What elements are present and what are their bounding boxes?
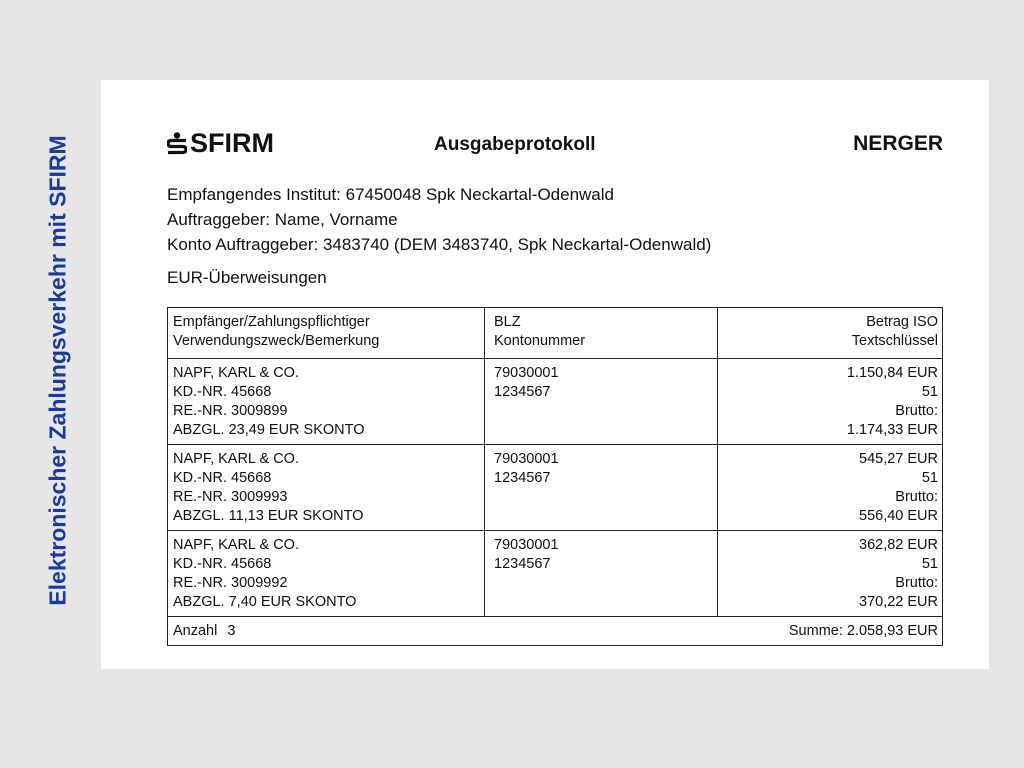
gross-label: Brutto: — [895, 575, 938, 591]
total-sum: Summe: 2.058,93 EUR — [788, 623, 938, 639]
amount: 362,82 EUR — [859, 537, 938, 553]
recipient-name: NAPF, KARL & CO. — [173, 451, 299, 467]
sfirm-logo — [167, 128, 274, 159]
document-sheet — [101, 80, 989, 669]
gross-label: Brutto: — [895, 403, 938, 419]
gross-amount: 370,22 EUR — [859, 594, 938, 610]
recipient-cell — [168, 359, 485, 444]
amount-cell — [718, 359, 942, 444]
discount-note: ABZGL. 11,13 EUR SKONTO — [173, 508, 364, 524]
table-row — [168, 531, 942, 617]
amount: 545,27 EUR — [859, 451, 938, 467]
header-label: Betrag ISO — [866, 314, 938, 330]
document-title: Ausgabeprotokoll — [434, 134, 596, 155]
bank-cell — [485, 445, 718, 530]
amount-cell — [718, 445, 942, 530]
customer-number: KD.-NR. 45668 — [173, 384, 272, 400]
invoice-number: RE.-NR. 3009899 — [173, 403, 288, 419]
receiving-institution: Empfangendes Institut: 67450048 Spk Neckartal-Odenwald — [167, 185, 614, 204]
recipient-cell — [168, 445, 485, 530]
text-key: 51 — [921, 556, 938, 572]
customer-number: KD.-NR. 45668 — [173, 556, 272, 572]
header-label: Textschlüssel — [851, 333, 938, 349]
section-title: EUR-Überweisungen — [167, 268, 327, 287]
document-header — [167, 128, 943, 162]
user-name: NERGER — [853, 132, 943, 155]
account-number: 1234567 — [494, 556, 551, 572]
table-header-row — [168, 308, 942, 359]
text-key: 51 — [921, 384, 938, 400]
blz: 79030001 — [494, 451, 559, 467]
header-amount — [718, 308, 942, 358]
side-title: Elektronischer Zahlungsverkehr mit SFIRM — [44, 134, 71, 606]
invoice-number: RE.-NR. 3009992 — [173, 575, 288, 591]
recipient-cell — [168, 531, 485, 616]
blz: 79030001 — [494, 365, 559, 381]
header-recipient — [168, 308, 485, 358]
count-label: Anzahl — [173, 623, 218, 639]
blz: 79030001 — [494, 537, 559, 553]
header-label: BLZ — [494, 314, 521, 330]
recipient-name: NAPF, KARL & CO. — [173, 365, 299, 381]
principal-account: Konto Auftraggeber: 3483740 (DEM 3483740, Spk Neckartal-Odenwald) — [167, 235, 712, 254]
side-title-container — [8, 80, 108, 660]
account-number: 1234567 — [494, 384, 551, 400]
table-row — [168, 359, 942, 445]
text-key: 51 — [921, 470, 938, 486]
customer-number: KD.-NR. 45668 — [173, 470, 272, 486]
header-label: Empfänger/Zahlungspflichtiger — [173, 314, 370, 330]
gross-amount: 556,40 EUR — [859, 508, 938, 524]
account-number: 1234567 — [494, 470, 551, 486]
table-row — [168, 445, 942, 531]
header-label: Verwendungszweck/Bemerkung — [173, 333, 380, 349]
sparkasse-s-icon — [167, 132, 187, 156]
amount: 1.150,84 EUR — [846, 365, 938, 381]
info-block — [167, 182, 711, 257]
count-value: 3 — [227, 623, 236, 639]
recipient-name: NAPF, KARL & CO. — [173, 537, 299, 553]
header-label: Kontonummer — [494, 333, 586, 349]
discount-note: ABZGL. 23,49 EUR SKONTO — [173, 422, 365, 438]
discount-note: ABZGL. 7,40 EUR SKONTO — [173, 594, 357, 610]
gross-label: Brutto: — [895, 489, 938, 505]
amount-cell — [718, 531, 942, 616]
principal-name: Auftraggeber: Name, Vorname — [167, 210, 398, 229]
bank-cell — [485, 359, 718, 444]
table-footer-row — [168, 617, 942, 645]
header-bank — [485, 308, 718, 358]
logo-text: SFIRM — [190, 128, 274, 158]
invoice-number: RE.-NR. 3009993 — [173, 489, 288, 505]
gross-amount: 1.174,33 EUR — [846, 422, 938, 438]
bank-cell — [485, 531, 718, 616]
transfer-table — [167, 307, 943, 646]
count-block — [173, 622, 241, 641]
